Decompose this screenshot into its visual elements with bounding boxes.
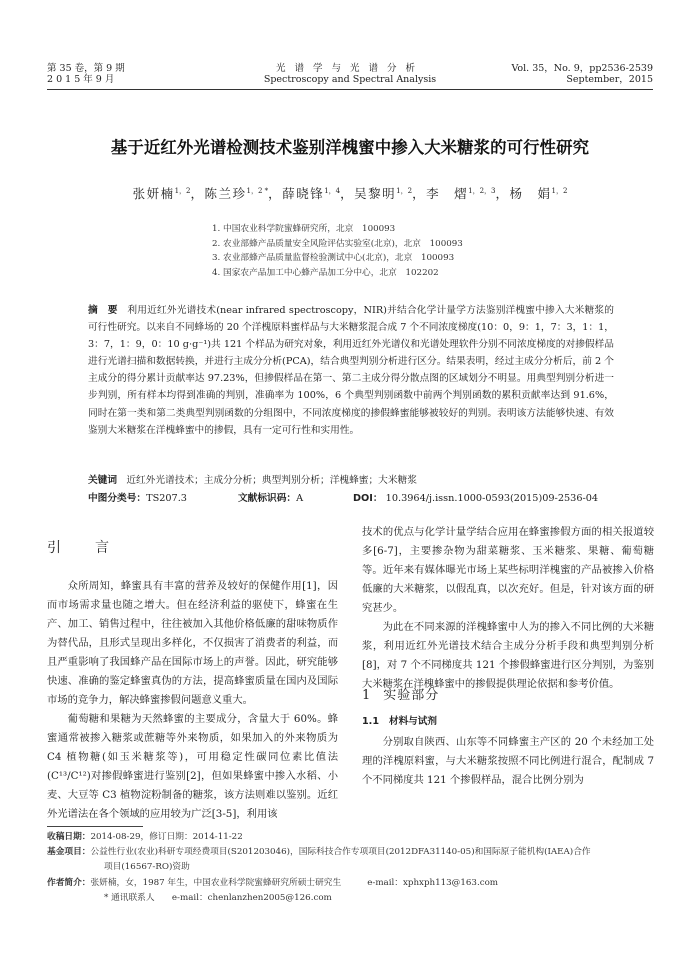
author: 薛晓锋$^{1,4}$ xyxy=(282,186,341,201)
corresponding-author: * 通讯联系人 e-mail：chenlanzhen2005@126.com xyxy=(104,892,332,903)
affiliation: 1. 中国农业科学院蜜蜂研究所，北京 100093 xyxy=(212,224,396,234)
section-title: 实验部分 xyxy=(383,688,440,703)
paper-title: 基于近红外光谱检测技术鉴别洋槐蜜中掺入大米糖浆的可行性研究 xyxy=(110,138,590,157)
subsection-number: 1.1 xyxy=(362,716,379,727)
intro-body xyxy=(47,577,338,824)
journal-name-cn: 光谱学与光谱分析 xyxy=(275,63,424,74)
journal-volume: 第 35 卷，第 9 期 xyxy=(47,63,125,74)
clc-label: 中图分类号： xyxy=(88,493,147,504)
paragraph: 众所周知，蜂蜜具有丰富的营养及较好的保健作用[1]，因而市场需求量也随之增大。但在经济利益的驱使下，蜂蜜在生产、加工、销售过程中，往往被加入其他价格低廉的甜味物质作为替代品，且形式呈现出多样化，不仅损害了消费者的利益，而且严重影响了我国蜂产品在国际市场上的声誉。因此，研究能够快速、准确的鉴定蜂蜜真伪的方法，提高蜂蜜质量在国内及国际市场的竞争力，解决蜂蜜掺假问题意义重大。 xyxy=(47,580,338,706)
header-rule xyxy=(47,89,653,90)
received-date: 收稿日期：2014-08-29，修订日期：2014-11-22 xyxy=(47,832,243,842)
journal-pages: Vol. 35，No. 9，pp2536-2539 xyxy=(511,63,653,74)
affiliation: 2. 农业部蜂产品质量安全风险评估实验室(北京)，北京 100093 xyxy=(212,238,463,249)
section-number: 1 xyxy=(362,688,372,703)
author: 陈兰珍$^{1,2 *}$ xyxy=(204,186,269,201)
keywords-text: 近红外光谱技术；主成分分析；典型判别分析；洋槐蜂蜜；大米糖浆 xyxy=(126,475,417,486)
author: 李 熠$^{1,2,3}$ xyxy=(426,186,496,201)
doi-label: DOI： xyxy=(353,493,383,504)
right-column-body xyxy=(362,523,654,694)
footnotes xyxy=(47,830,662,906)
materials-body xyxy=(362,733,654,790)
journal-month: September，2015 xyxy=(566,74,653,85)
author: 吴黎明$^{1,2}$ xyxy=(354,186,413,201)
subsection-heading xyxy=(362,713,437,727)
affiliations xyxy=(212,222,463,280)
paragraph: 分别取自陕西、山东等不同蜂蜜主产区的 20 个未经加工处理的洋槐原料蜜，与大米糖浆按照不同比例进行混合，配制成 7 个不同梯度共 121 个掺假样品，混合比例分别为 xyxy=(362,736,654,786)
doc-code-label: 文献标识码： xyxy=(238,493,297,504)
subsection-title: 材料与试剂 xyxy=(389,716,437,727)
paragraph: 技术的优点与化学计量学结合应用在蜂蜜掺假方面的相关报道较多[6-7]，主要掺杂物为甜菜糖浆、玉米糖浆、果糖、葡萄糖等。近年来有媒体曝光市场上某些标明洋槐蜜的产品被掺入价格低廉的大米糖浆，以假乱真，以次充好。但是，针对该方面的研究甚少。 xyxy=(362,526,654,614)
abstract xyxy=(88,302,614,439)
abstract-text: 利用近红外光谱技术(near infrared spectroscopy，NIR)并结合化学计量学方法鉴别洋槐蜜中掺入大米糖浆的可行性研究。以来自不同蜂场的 20 个洋槐原料蜜样品与大米糖浆混合成 7 个不同浓度梯度(10：0，9：1，7：3，1：1，3：7，1：9，0：10 g·g⁻¹)共 121 个样品为研究对象，利用近红外光谱仪和光谱处理软件分别不同浓度梯度的对掺假样品进行光谱扫描和数据转换，并进行主成分分析(PCA)，结合典型判别分析进行区分。结果表明，经过主成分分析后，前 2 个主成分的得分累计贡献率达 97.23%，但掺假样品在第一、第二主成分得分散点图的区域划分不明显。用典型判别分析进一步判别，所有样本均得到准确的判别，准确率为 100%，6 个典型判别函数中前两个判别函数的累积贡献率达到 91.6%，同时在第一类和第二类典型判别函数的分组图中，不同浓度梯度的掺假蜂蜜能够被较好的判别。表明该方法能够快速、有效鉴别大米糖浆在洋槐蜂蜜中的掺假，具有一定可行性和实用性。 xyxy=(88,305,614,436)
running-header-right xyxy=(511,63,653,85)
keywords-label: 关键词 xyxy=(88,475,118,486)
fund-info: 基金项目：公益性行业(农业)科研专项经费项目(S201203046)，国际科技合作专项项目(2012DFA31140-05)和国际原子能机构(IAEA)合作 xyxy=(47,847,591,858)
author-list: 张妍楠$^{1,2}$，陈兰珍$^{1,2 *}$，薛晓锋$^{1,4}$，吴黎明$^{1,2}$，李 熠$^{1,2,3}$，杨 娟$^{1,2}$ xyxy=(132,186,568,201)
abstract-label: 摘 要 xyxy=(88,305,118,316)
journal-name-en: Spectroscopy and Spectral Analysis xyxy=(263,74,437,85)
clc-value: TS207.3 xyxy=(146,493,187,504)
author: 张妍楠$^{1,2}$ xyxy=(132,186,191,201)
section-heading-intro: 引 言 xyxy=(47,540,119,556)
doc-code-value: A xyxy=(296,493,304,504)
affiliation: 3. 农业部蜂产品质量监督检验测试中心(北京)，北京 100093 xyxy=(212,253,455,263)
paragraph: 为此在不同来源的洋槐蜂蜜中人为的掺入不同比例的大米糖浆，利用近红外光谱技术结合主成分分析手段和典型判别分析[8]，对 7 个不同梯度共 121 个掺假蜂蜜进行区分判别，为鉴别大米糖浆在洋槐蜂蜜中的掺假提供理论依据和参考价值。 xyxy=(362,621,654,690)
paragraph: 葡萄糖和果糖为天然蜂蜜的主要成分，含量大于 60%。蜂蜜通常被掺入糖浆或蔗糖等外来物质，如果加入的外来物质为 C4 植物糖(如玉米糖浆等)，可用稳定性碳同位素比值法(C¹³/C¹²)对掺假蜂蜜进行鉴别[2]，但如果蜂蜜中掺入水稻、小麦、大豆等 C3 植物淀粉制备的糖浆，该方法则难以鉴别。近红外光谱法在各个领域的应用较为广泛[3-5]，利用该 xyxy=(47,713,338,820)
section-heading-experimental xyxy=(362,684,439,703)
running-header-center xyxy=(200,63,500,85)
keywords xyxy=(88,472,417,486)
fund-info-cont: 项目(16567-RO)资助 xyxy=(104,862,190,873)
author: 杨 娟$^{1,2}$ xyxy=(509,186,568,201)
affiliation: 4. 国家农产品加工中心蜂产品加工分中心，北京 102202 xyxy=(212,267,439,278)
author-bio: 作者简介：张妍楠，女，1987 年生，中国农业科学院蜜蜂研究所硕士研究生 e-mail：xphxph113@163.com xyxy=(47,877,499,888)
footnote-rule xyxy=(47,826,143,827)
running-header-left xyxy=(47,63,125,85)
classification-line xyxy=(88,490,614,504)
doi-value: 10.3964/j.issn.1000-0593(2015)09-2536-04 xyxy=(385,493,599,504)
journal-date: 2 0 1 5 年 9 月 xyxy=(47,74,115,85)
